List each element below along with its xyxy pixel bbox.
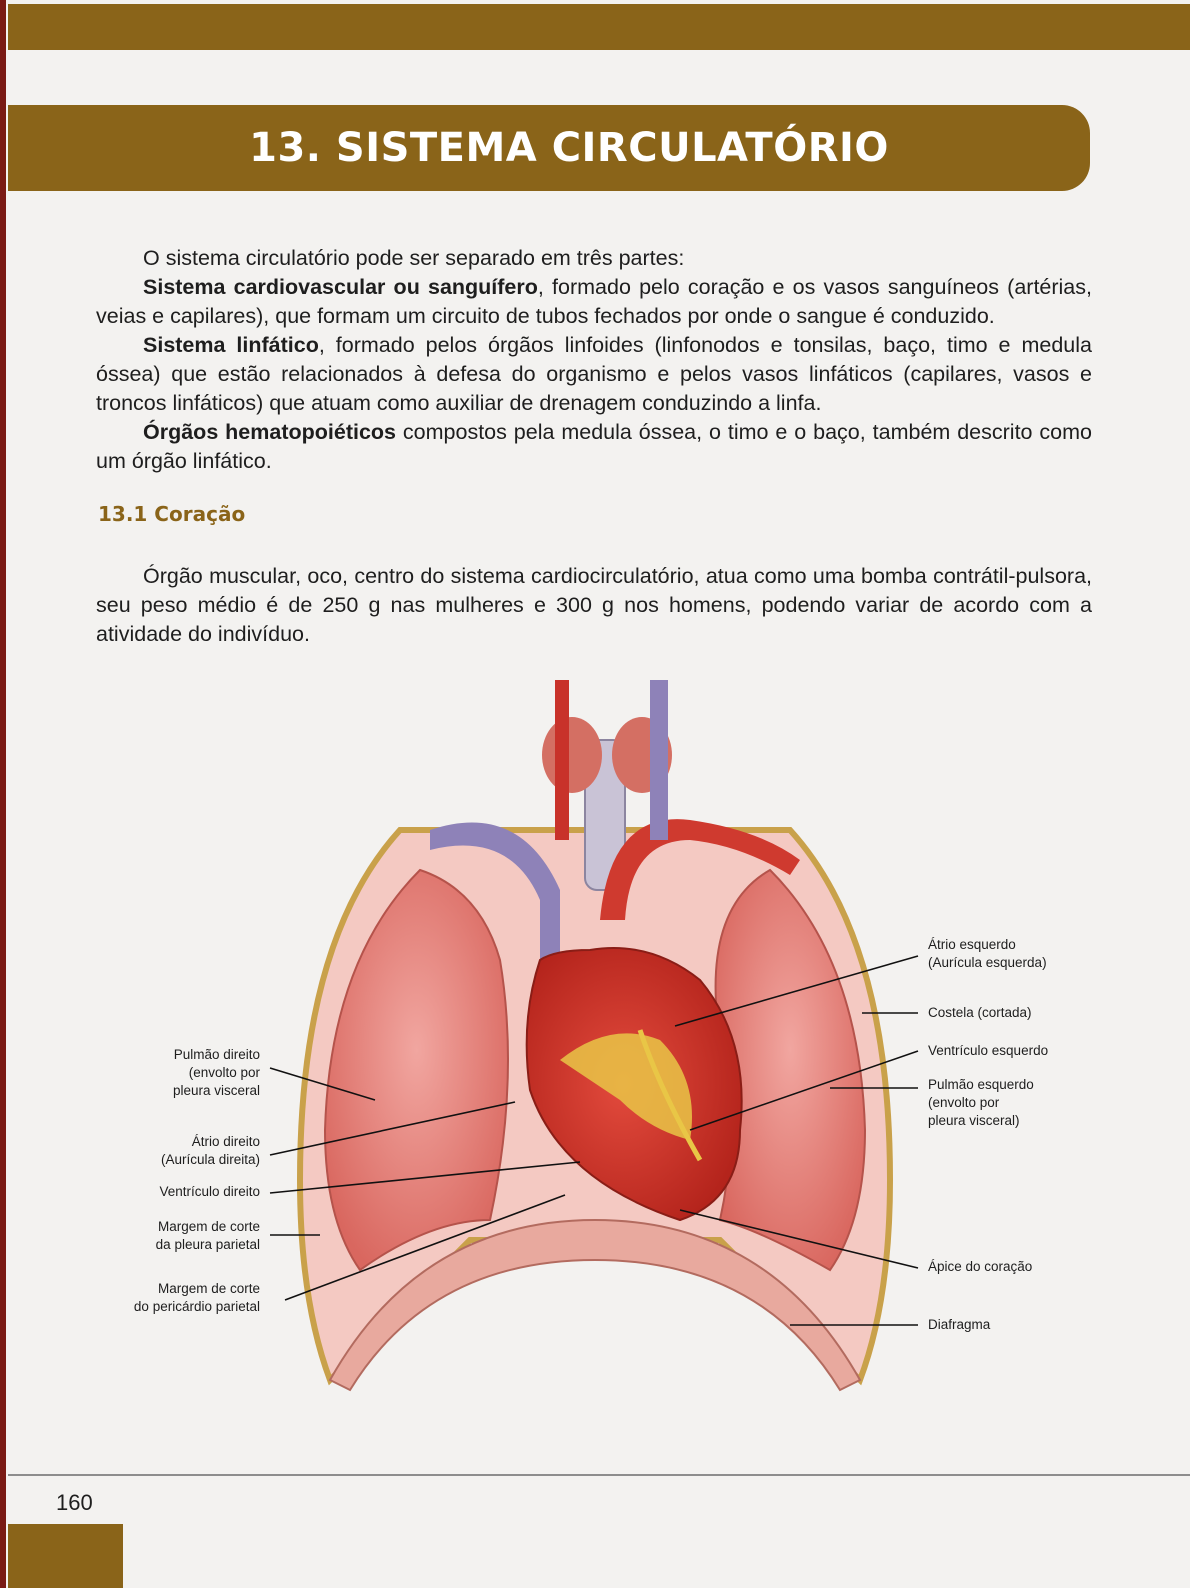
- term-hematopoieticos: Órgãos hematopoiéticos: [143, 420, 397, 444]
- section-paragraph: Órgão muscular, oco, centro do sistema cardiocirculatório, atua como uma bomba contrátil-pulsora, seu peso médio é de 250 g nas mulheres e 300 g nos homens, podendo variar de acordo com a atividade do indivíduo.: [96, 564, 1092, 646]
- section-text: [96, 562, 1092, 649]
- chapter-title-band: [8, 105, 1090, 191]
- top-color-band: [8, 4, 1190, 50]
- intro-paragraph-3: [96, 331, 1092, 418]
- label-pulmao-esquerdo: Pulmão esquerdo (envolto por pleura visceral): [928, 1077, 1034, 1128]
- intro-paragraph-2-text: , formado pelo coração e os vasos sanguíneos (artérias, veias e capilares), que formam um circuito de tubos fechados por onde o sangue é conduzido.: [96, 275, 1092, 328]
- page-number: 160: [56, 1490, 93, 1515]
- intro-text: [96, 244, 1092, 476]
- intro-paragraph-3-text: , formado pelos órgãos linfoides (linfonodos e tonsilas, baço, timo e medula óssea) que estão relacionados à defesa do organismo e pelos vasos linfáticos (capilares, vasos e troncos linfáticos) que atuam como auxiliar de drenagem conduzindo a linfa.: [96, 333, 1092, 415]
- label-margem-pericardio: Margem de corte do pericárdio parietal: [133, 1281, 260, 1314]
- intro-paragraph-2: [96, 273, 1092, 331]
- section-title: 13.1 Coração: [98, 502, 246, 526]
- label-costela: Costela (cortada): [928, 1005, 1032, 1020]
- label-margem-pleura: Margem de corte da pleura parietal: [155, 1219, 260, 1252]
- intro-paragraph-1: O sistema circulatório pode ser separado em três partes:: [143, 246, 685, 270]
- label-atrio-direito: Átrio direito (Aurícula direita): [160, 1134, 260, 1167]
- heart-lungs-illustration: [0, 660, 1190, 1460]
- intro-paragraph-4-text: compostos pela medula óssea, o timo e o baço, também descrito como um órgão linfático.: [96, 420, 1092, 473]
- term-cardiovascular: Sistema cardiovascular ou sanguífero: [143, 275, 538, 299]
- label-atrio-esquerdo: Átrio esquerdo (Aurícula esquerda): [928, 937, 1047, 970]
- label-ventriculo-direito: Ventrículo direito: [159, 1184, 260, 1199]
- label-ventriculo-esquerdo: Ventrículo esquerdo: [928, 1043, 1049, 1058]
- footer-color-block: [8, 1524, 123, 1588]
- jugular-vein: [650, 680, 668, 840]
- term-linfatico: Sistema linfático: [143, 333, 319, 357]
- footer-rule: [8, 1474, 1190, 1476]
- label-apice: Ápice do coração: [928, 1259, 1033, 1274]
- intro-paragraph-4: [96, 418, 1092, 476]
- thyroid-shape: [542, 717, 602, 793]
- chapter-title: 13. SISTEMA CIRCULATÓRIO: [249, 125, 889, 171]
- carotid-artery: [555, 680, 569, 840]
- label-pulmao-direito: Pulmão direito (envolto por pleura visceral: [172, 1047, 260, 1098]
- label-diafragma: Diafragma: [928, 1317, 991, 1332]
